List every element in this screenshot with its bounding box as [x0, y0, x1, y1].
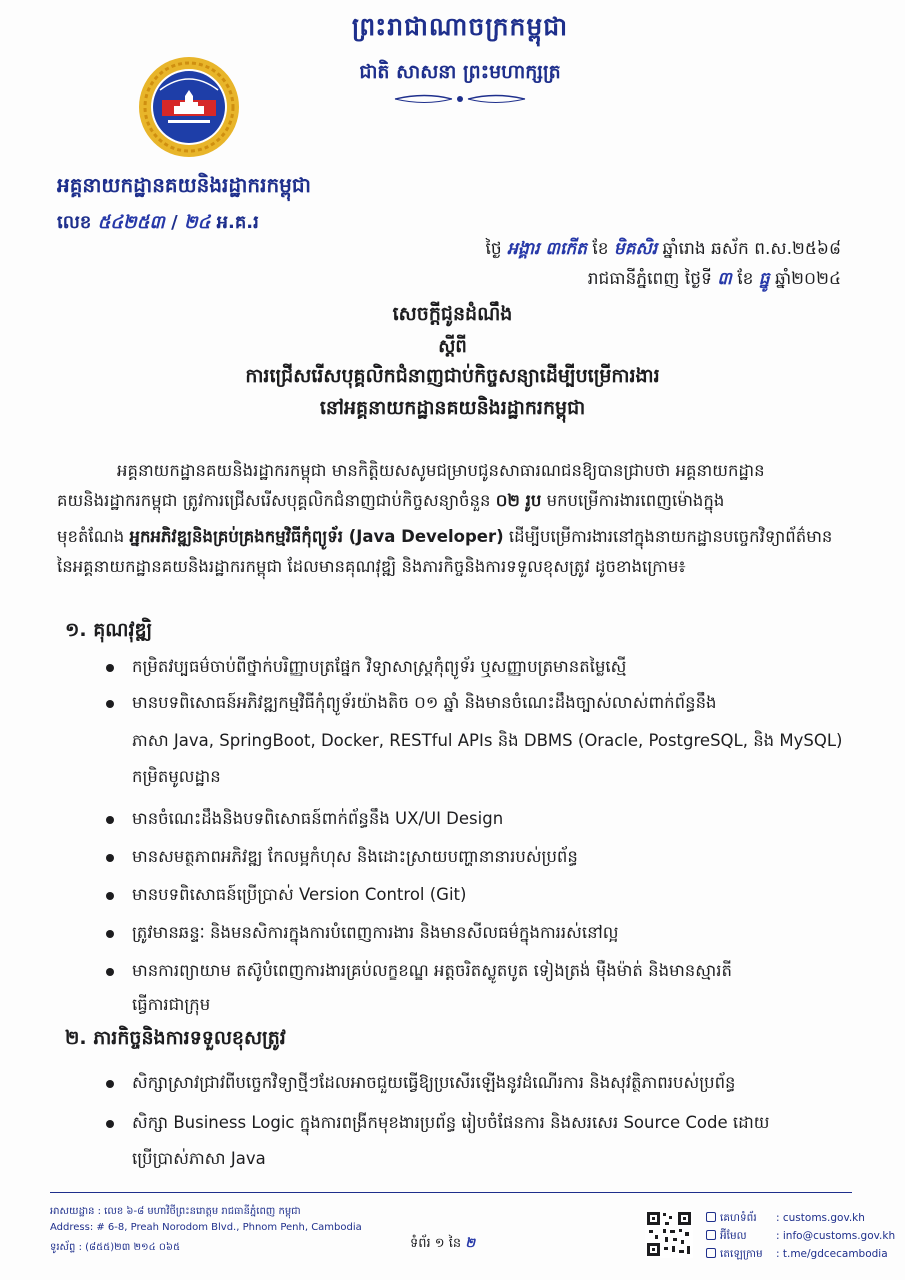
customs-seal-logo [138, 56, 240, 158]
website-label: គេហទំព័រ [720, 1212, 757, 1224]
list-item-text: មានបទពិសោធន៍អភិវឌ្ឍកម្មវិធីកុំព្យូទ័រយ៉ាងតិច ០១ ឆ្នាំ និងមានចំណេះដឹងច្បាស់លាស់ពាក់ព័ន្ធនឹង [132, 693, 717, 712]
page-number-text: ទំព័រ ១ នៃ [410, 1236, 462, 1251]
list-item-text: សិក្សាស្រាវជ្រាវពីបច្ចេកវិទ្យាថ្មីៗដែលអាចជួយធ្វើឱ្យប្រសើរឡើងនូវដំណើរការ និងសុវត្ថិភាពរបស់ប្រព័ន្ធ [132, 1073, 736, 1092]
list-item-text: មានការព្យាយាម តស៊ូបំពេញការងារគ្រប់លក្ខខណ្ឌ អត្តចរិតស្លូតបូត ទៀងត្រង់ ម៉ឺងម៉ាត់ និងមានស្មារតី [132, 961, 732, 980]
body-line-2-pre: គយនិងរដ្ឋាករកម្ពុជា ត្រូវការជ្រើសរើសបុគ្គលិកជំនាញជាប់កិច្ចសន្យាចំនួន [57, 491, 491, 510]
kingdom-heading: ព្រះរាជាណាចក្រកម្ពុជា [351, 12, 569, 41]
body-line-2 [57, 486, 847, 516]
list-item-text: មានបទពិសោធន៍ប្រើប្រាស់ Version Control (Git) [132, 885, 467, 904]
list-item-text: មានចំណេះដឹងនិងបទពិសោធន៍ពាក់ព័ន្ធនឹង UX/UI Design [132, 809, 504, 828]
date1-mid: ខែ [592, 239, 609, 259]
body-line-3-pre: មុខតំណែង [57, 527, 125, 546]
bullet-icon [106, 968, 114, 976]
body-line-3-position: អ្នកអភិវឌ្ឍនិងគ្រប់គ្រងកម្មវិធីកុំព្យូទ័រ (Java Developer) [129, 527, 504, 546]
qr-code-icon[interactable] [645, 1210, 693, 1258]
date2-hand: ៣ [717, 269, 732, 289]
date2-post: ឆ្នាំ២០២៤ [775, 269, 841, 289]
date1-post: ឆ្នាំរោង ឆស័ក ព.ស.២៥៦៨ [662, 239, 841, 259]
bullet-icon [106, 664, 114, 672]
body-line-2-count: ០២ រូប [495, 491, 542, 510]
footer-divider [50, 1192, 852, 1193]
globe-icon [706, 1212, 716, 1222]
email-label: អ៊ីមែល [720, 1230, 747, 1242]
list-item-text: មានសមត្ថភាពអភិវឌ្ឍ កែលម្អកំហុស និងដោះស្រាយបញ្ហានានារបស់ប្រព័ន្ធ [132, 847, 578, 866]
ref-prefix: លេខ [57, 212, 92, 233]
bullet-icon [106, 892, 114, 900]
bullet-icon [106, 930, 114, 938]
ref-handwritten: ៥៤២៥៣ [97, 212, 165, 233]
footer-telegram[interactable] [706, 1248, 888, 1263]
list-item-text: ត្រូវមានឆន្ទៈ និងមនសិការក្នុងការបំពេញការងារ និងមានសីលធម៌ក្នុងការរស់នៅល្អ [132, 923, 619, 942]
bullet-icon [106, 1080, 114, 1088]
list-item-text: កម្រិតវប្បធម៌ចាប់ពីថ្នាក់បរិញ្ញាបត្រផ្នែក វិទ្យាសាស្ត្រកុំព្យូទ័រ ឬសញ្ញាបត្រមានតម្លៃស្មើ [132, 657, 627, 676]
telegram-link[interactable]: : t.me/gdcecambodia [776, 1248, 888, 1260]
national-motto: ជាតិ សាសនា ព្រះមហាក្សត្រ [359, 61, 561, 83]
section-qualifications-heading: ១. គុណវុឌ្ឍិ [65, 619, 153, 641]
list-item-text: ភាសា Java, SpringBoot, Docker, RESTful APIs និង DBMS (Oracle, PostgreSQL, និង MySQL) [132, 731, 843, 750]
list-item-text: ប្រើប្រាស់ភាសា Java [132, 1149, 266, 1168]
email-icon [706, 1230, 716, 1240]
email-link[interactable]: : info@customs.gov.kh [776, 1230, 896, 1242]
date2-hand2: ធ្នូ [758, 269, 770, 289]
list-item-text: សិក្សា Business Logic ក្នុងការពង្រីកមុខងារប្រព័ន្ធ រៀបចំផែនការ និងសរសេរ Source Code ដោយ [132, 1113, 770, 1132]
body-line-3-post: ដើម្បីបម្រើការងារនៅក្នុងនាយកដ្ឋានបច្ចេកវិទ្យាព័ត៌មាន [508, 527, 833, 546]
notice-title: សេចក្តីជូនដំណឹង [392, 303, 513, 325]
ref-suffix: អ.គ.រ [216, 212, 259, 233]
date1-hand2: មិគសិរ [613, 239, 658, 259]
date1-pre: ថ្ងៃ [485, 239, 502, 259]
list-item-text: ធ្វើការជាក្រុម [132, 995, 211, 1014]
telegram-label: តេឡេក្រាម [720, 1248, 763, 1260]
date1-hand: អង្គារ ៣កើត [507, 239, 587, 259]
body-line-3 [57, 522, 847, 552]
bullet-icon [106, 854, 114, 862]
body-line-4: នៃអគ្គនាយកដ្ឋានគយនិងរដ្ឋាករកម្ពុជា ដែលមានគុណវុឌ្ឍិ និងភារកិច្ចនិងការទទួលខុសត្រូវ ដូចខាងក្រោម៖ [57, 557, 686, 576]
footer-email[interactable] [706, 1230, 895, 1245]
ref-slash: / [171, 212, 178, 233]
website-link[interactable]: : customs.gov.kh [776, 1212, 865, 1224]
section-duties-heading: ២. ភារកិច្ចនិងការទទួលខុសត្រូវ [65, 1027, 286, 1049]
ornament-divider [390, 92, 530, 106]
footer-address-english: Address: # 6-8, Preah Norodom Blvd., Phnom Penh, Cambodia [50, 1222, 362, 1233]
date2-mid: ខែ [737, 269, 754, 289]
date2-pre: រាជធានីភ្នំពេញ ថ្ងៃទី [587, 269, 712, 289]
bullet-icon [106, 816, 114, 824]
page-number [410, 1235, 475, 1254]
ref-handwritten-2: ២៤ [183, 212, 211, 233]
body-line-2-post: មកបម្រើការងារពេញម៉ោងក្នុង [546, 491, 725, 510]
notice-subject-line2: នៅអគ្គនាយកដ្ឋានគយនិងរដ្ឋាករកម្ពុជា [319, 397, 586, 419]
body-line-1: អគ្គនាយកដ្ឋានគយនិងរដ្ឋាករកម្ពុជា មានកិត្តិយសសូមជម្រាបជូនសាធារណជនឱ្យបានជ្រាបថា អគ្គនាយកដ្ឋាន [117, 461, 765, 480]
department-name: អគ្គនាយកដ្ឋានគយនិងរដ្ឋាករកម្ពុជា [57, 173, 311, 197]
solar-date [588, 268, 841, 293]
telegram-icon [706, 1248, 716, 1258]
reference-number [57, 210, 259, 237]
bullet-icon [106, 700, 114, 708]
notice-subject-line1: ការជ្រើសរើសបុគ្គលិកជំនាញជាប់កិច្ចសន្យាដើម្បីបម្រើការងារ [245, 365, 660, 387]
list-item-text: កម្រិតមូលដ្ឋាន [132, 767, 221, 786]
lunar-date [486, 238, 841, 263]
footer-address-khmer: អាសយដ្ឋាន : លេខ ៦-៨ មហាវិថីព្រះនរោត្តម រាជធានីភ្នំពេញ កម្ពុជា [50, 1206, 301, 1217]
page-number-hand: ២ [465, 1236, 476, 1251]
footer-phone: ទូរស័ព្ទ : (៨៥៥)២៣ ២១៤ ០៦៥ [50, 1242, 181, 1253]
notice-subject-label: ស្តីពី [438, 336, 467, 357]
bullet-icon [106, 1120, 114, 1128]
footer-website[interactable] [706, 1212, 865, 1227]
